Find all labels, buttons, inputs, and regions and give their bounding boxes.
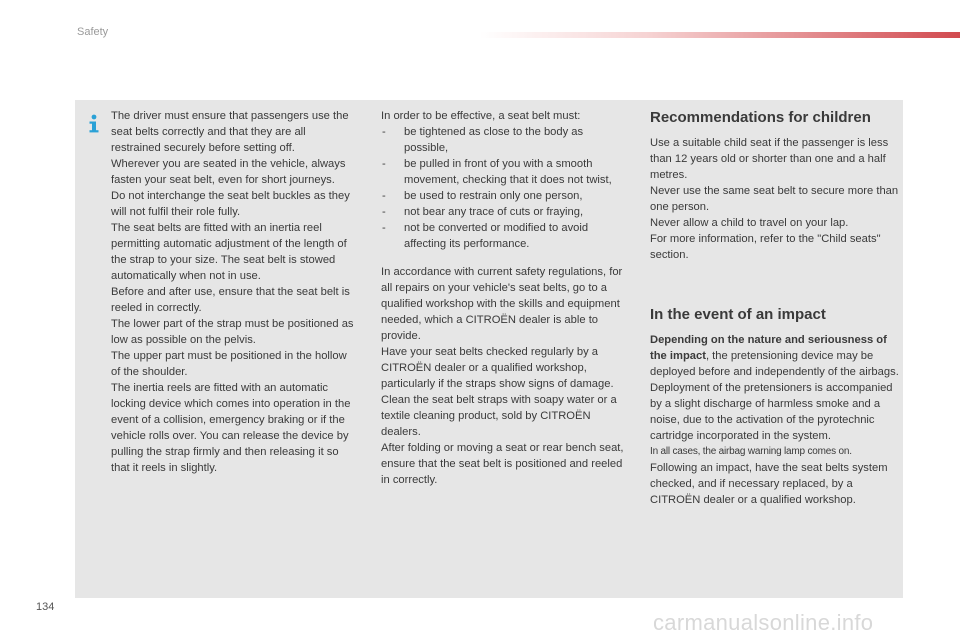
list-item: - not be converted or modified to avoid affecting its performance. xyxy=(381,220,626,252)
list-item: - be used to restrain only one person, xyxy=(381,188,626,204)
text-line: The upper part must be positioned in the hollow of the shoulder. xyxy=(111,350,347,378)
requirements-list xyxy=(381,124,626,252)
text-line: For more information, refer to the "Child seats" section. xyxy=(650,233,881,261)
children-heading: Recommendations for children xyxy=(650,109,871,126)
section-title: Safety xyxy=(77,26,109,38)
header-accent-bar xyxy=(480,32,960,38)
text-line: Before and after use, ensure that the seat belt is reeled in correctly. xyxy=(111,286,350,314)
text-line: After folding or moving a seat or rear bench seat, ensure that the seat belt is positioned and reeled in correctly. xyxy=(381,442,624,486)
list-item: - be pulled in front of you with a smooth movement, checking that it does not twist, xyxy=(381,156,626,188)
airbag-lamp-note: In all cases, the airbag warning lamp comes on. xyxy=(650,446,852,457)
impact-heading: In the event of an impact xyxy=(650,306,826,323)
impact-text: , the pretensioning device may be deployed before and independently of the airbags. xyxy=(650,350,899,378)
watermark: carmanualsonline.info xyxy=(653,610,874,635)
impact-paragraph xyxy=(650,332,900,380)
text-line: Have your seat belts checked regularly by a CITROËN dealer or a qualified workshop, particularly if the straps show signs of damage. xyxy=(381,346,614,390)
info-icon xyxy=(85,114,103,134)
text-line: The driver must ensure that passengers use the seat belts correctly and that they are all restrained securely before setting off. xyxy=(111,110,349,154)
text-line: Deployment of the pretensioners is accompanied by a slight discharge of harmless smoke and a noise, due to the activation of the pyrotechnic cartridge incorporated in the system. xyxy=(650,382,893,442)
text-line: Following an impact, have the seat belts system checked, and if necessary replaced, by a CITROËN dealer or a qualified workshop. xyxy=(650,462,888,506)
text-line: Use a suitable child seat if the passenger is less than 12 years old or shorter than one and a half metres. xyxy=(650,137,889,181)
text-line: Never use the same seat belt to secure more than one person. xyxy=(650,185,899,213)
text-line: The inertia reels are fitted with an automatic locking device which comes into operation in the event of a collision, emergency braking or if the vehicle rolls over. You can release the device by pulling the strap firmly and then releasing it so that it reels in slightly. xyxy=(111,382,351,474)
list-item: - be tightened as close to the body as possible, xyxy=(381,124,626,156)
text-line: In accordance with current safety regulations, for all repairs on your vehicle's seat belts, go to a qualified workshop with the skills and equipment needed, which a CITROËN dealer is able to provide. xyxy=(381,266,623,342)
list-item: - not bear any trace of cuts or fraying, xyxy=(381,204,626,220)
requirements-intro: In order to be effective, a seat belt must: xyxy=(381,110,581,122)
seat-belt-requirements-column xyxy=(381,108,626,488)
impact-bold-text: Depending on the nature and seriousness of the impact xyxy=(650,334,887,362)
text-line: The seat belts are fitted with an inertia reel permitting automatic adjustment of the length of the strap to your size. The seat belt is stowed automatically when not in use. xyxy=(111,222,347,282)
text-line: Clean the seat belt straps with soapy water or a textile cleaning product, sold by CITROËN dealers. xyxy=(381,394,617,438)
page-number: 134 xyxy=(36,601,55,613)
children-and-impact-column xyxy=(650,108,900,508)
text-line: The lower part of the strap must be positioned as low as possible on the pelvis. xyxy=(111,318,354,346)
text-line: Wherever you are seated in the vehicle, always fasten your seat belt, even for short journeys. xyxy=(111,158,346,186)
seat-belt-usage-column xyxy=(111,108,358,476)
text-line: Never allow a child to travel on your lap. xyxy=(650,217,849,229)
text-line: Do not interchange the seat belt buckles as they will not fulfil their role fully. xyxy=(111,190,350,218)
